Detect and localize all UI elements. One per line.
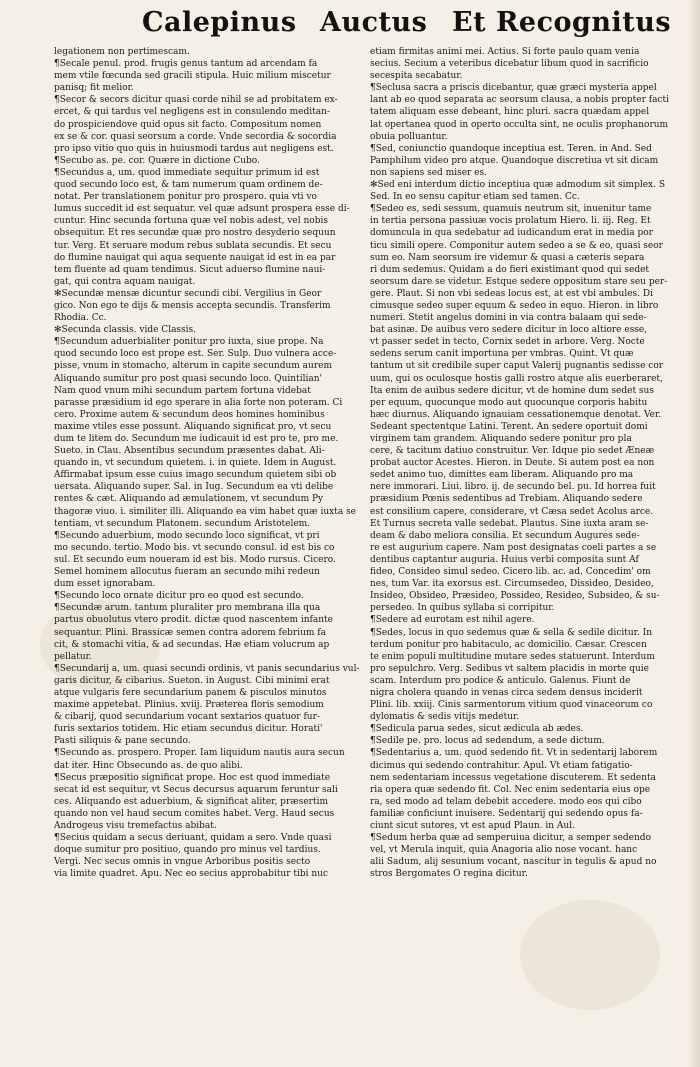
text-line: Sed. In eo sensu capitur etiam sed tamen. Cc. [370, 192, 580, 203]
text-line: obuia polluantur. [370, 131, 448, 142]
text-line: est consilium capere, considerare, vt Cæsa sedet Acolus arce. [370, 506, 654, 517]
text-line: gico. Non ego te dijs & mensis accepta secundis. Transferim [54, 300, 331, 311]
text-line: Ita enim de auibus sedere dicitur, vt de homine dum sedet sus [370, 385, 654, 396]
text-line: dum te litem do. Secundum me iudicauit id est pro te, pro me. [54, 434, 339, 444]
text-line: garis dicitur, & cibarius. Sueton. in August. Cibi minimi erat [54, 675, 330, 686]
text-line: tatem aliquam esse debeant, hinc pluri. sacra quædam appel [370, 107, 650, 118]
text-line: Affirmabat ipsum esse cuius imago secundum quietem sibi ob [54, 470, 337, 481]
text-line: tur. Verg. Et seruare modum rebus sublata secundis. Et secu [54, 240, 332, 251]
text-line: lumus succedit id est sequatur. vel quæ adsunt prospera esse di- [54, 204, 350, 215]
text-line: te enim populi multitudine mutare sedes statuerunt. Interdum [370, 651, 655, 662]
text-line: uersata. Aliquando super. Sal. in Iug. Secundum ea vti delibe [54, 482, 334, 493]
text-line: Plini. lib. xxiij. Cinis sarmentorum vitium quod vinaceorum co [370, 700, 653, 711]
text-line: re est augurium capere. Nam post designatas coeli partes a se [370, 542, 657, 553]
text-line: lat opertanea quod in operto occulta sint, ne oculis prophanorum [370, 119, 669, 130]
text-line: rentes & cæt. Aliquando ad æmulationem, vt secundum Py [54, 494, 324, 505]
text-line: ex se & cor. quasi seorsum a corde. Vnde secordia & socordia [54, 131, 337, 142]
text-line: ✻Sed eni interdum dictio inceptiua quæ admodum sit simplex. S [370, 180, 666, 191]
text-line: legationem non pertimescam. [54, 47, 190, 57]
text-line: ¶Sedere ad eurotam est nihil agere. [370, 615, 535, 626]
text-line: ✻Secunda classis. vide Classis. [54, 325, 197, 336]
text-line: ¶Sedeo es, sedi sessum, quamuis neutrum sit, inuenitur tame [370, 204, 652, 215]
text-line: secius. Secium a veteribus dicebatur libum quod in sacrificio [370, 59, 649, 70]
text-line: quod secundo loco est prope est. Ser. Sulp. Duo vulnera acce- [54, 349, 337, 360]
header-word-left: Calepinus [142, 7, 297, 38]
text-line: secespita secabatur. [370, 71, 463, 82]
text-line: dylomatis & sedis vitijs medetur. [370, 712, 520, 723]
text-line: Sueto. in Clau. Absentibus secundum præsentes dabat. Ali- [54, 446, 325, 457]
text-line: familiæ conficiunt inuisere. Sedentarij qui sedendo opus fa- [370, 808, 643, 819]
text-line: sul. Et secundo eum noueram id est bis. Modo rursus. Cicero. [54, 554, 336, 565]
text-line: gat, qui contra aquam nauigat. [54, 276, 196, 287]
text-line: sequantur. Plini. Brassicæ semen contra adorem febrium fa [54, 627, 326, 638]
text-line: non sapiens sed miser es. [370, 167, 487, 178]
text-line: do flumine nauigat qui aqua sequente nauigat id est in ea par [54, 252, 336, 263]
text-line: probat auctor Acestes. Hieron. in Deute. Si autem post ea non [370, 458, 655, 469]
text-line: Pamphilum video pro atque. Quandoque discretiua vt sit dicam [370, 155, 659, 166]
text-line: Nam quod vnum mihi secundum partem fortuna videbat [54, 385, 311, 396]
text-line: thagoræ viuo. i. similiter illi. Aliquando ea vim habet quæ iuxta se [54, 506, 357, 517]
text-line: præsidium Pœnis sedentibus ad Trebiam. Aliquando sedere [370, 494, 643, 505]
text-line: parasse præsidium id ego sperare in alia forte non poteram. Ci [54, 397, 343, 408]
text-line: pro sepulchro. Verg. Sedibus vt saltem placidis in morte quie [370, 663, 649, 674]
text-line: tentiam, vt secundum Platonem. secundum Aristotelem. [54, 518, 311, 529]
text-line: cit, & stomachi vitia, & ad secundas. Hæ etiam volucrum ap [54, 639, 330, 650]
text-line: tem fluente ad quam tendimus. Sicut aduerso flumine naui- [54, 264, 326, 275]
text-line: dat iter. Hinc Obsecundo as. de quo alibi. [54, 760, 243, 771]
text-line: uum, qui os oculosque hostis galli rostro atque alis euerberaret, [370, 373, 663, 384]
text-line: fideo, Consideo simul sedeo. Cicero lib. ac. ad. Concedim' om [370, 567, 651, 578]
text-line: Vergi. Nec secus omnis in vngue Arboribus positis secto [54, 857, 311, 868]
text-line: doque sumitur pro positiuo, quando pro minus vel tardius. [54, 845, 321, 856]
text-line: ¶Secius quidam a secus deriuant, quidam a sero. Vnde quasi [54, 833, 332, 844]
text-line: vel, vt Merula inquit, quia Anagoria alio nose vocant. hanc [370, 845, 638, 856]
text-line: ¶Secubo as. pe. cor. Quære in dictione Cubo. [54, 155, 260, 166]
text-line: sedens serum canit importuna per vmbras. Quint. Vt quæ [370, 349, 634, 360]
text-line: cero. Proxime autem & secundum deos homines hominibus [54, 409, 325, 420]
text-line: lant ab eo quod separata ac seorsum clausa, a nobis propter facti [370, 95, 669, 106]
header-word-right: Et Recognitus [452, 7, 672, 38]
text-line: tantum ut sit credibile super caput Valerij pugnantis sedisse cor [370, 361, 664, 372]
text-line: pro ipso vitio quo quis in huiusmodi tardus aut negligens est. [54, 143, 334, 154]
text-line: ¶Secundus a, um. quod immediate sequitur primum id est [54, 167, 320, 178]
text-line: Sedeant spectentque Latini. Terent. An sedere oportuit domi [370, 421, 648, 432]
text-line: ✻Secundæ mensæ dicuntur secundi cibi. Vergilius in Geor [54, 288, 322, 299]
text-line: scam. Interdum pro podice & anticulo. Galenus. Fiunt de [370, 675, 631, 686]
text-line: ¶Secundæ arum. tantum pluraliter pro membrana illa qua [54, 603, 321, 614]
text-line: quando non vel haud secum comites habet. Verg. Haud secus [54, 808, 335, 819]
text-line: ¶Secundarij a, um. quasi secundi ordinis, vt panis secundarius vul- [54, 663, 360, 674]
text-line: cere, & tacitum datiuo construitur. Ver. Idque pio sedet Æneæ [370, 446, 655, 457]
text-line: alii Sadum, alij sesunium vocant, nascitur in tegulis & apud no [370, 857, 657, 868]
text-line: in tertia persona passiuæ vocis prolatum Hiero. li. iij. Reg. Et [370, 216, 651, 227]
text-line: etiam firmitas animi mei. Actius. Si forte paulo quam venia [370, 47, 640, 57]
text-line: panisq; fit melior. [54, 83, 134, 94]
text-line: ticu simili opere. Componitur autem sedeo a se & eo, quasi seor [370, 240, 663, 251]
text-line: nes, tum Var. ita exorsus est. Circumsedeo, Dissideo, Desideo, [370, 579, 654, 590]
text-line: ¶Sedile pe. pro. locus ad sedendum, a sede dictum. [370, 736, 605, 747]
text-line: dum esset ignorabam. [54, 579, 156, 590]
text-line: gere. Plaut. Si non vbi sedeas locus est, at est vbi ambules. Di [370, 288, 653, 299]
text-line: Et Turnus secreta valle sedebat. Plautus. Sine iuxta aram se- [370, 518, 649, 529]
header-word-middle: Auctus [320, 7, 428, 38]
text-line: domuncula in qua sedebatur ad iudicandum erat in media por [370, 228, 653, 239]
text-line: ¶Secor & secors dicitur quasi corde nihil se ad probitatem ex- [54, 95, 338, 106]
text-line: nem sedentariam incessus vegetatione discuterem. Et sedenta [370, 772, 656, 783]
text-line: Insideo, Obsideo, Præsideo, Possideo, Resideo, Subsideo, & su- [370, 591, 660, 602]
text-line: & cibarij, quod secundarium vocant sextarios quatuor fur- [54, 712, 320, 723]
text-line: do prospiciendove quid opus sit facto. Compositum nomen [54, 119, 322, 130]
text-line: pisse, vnum in stomacho, alterum in capite secundum aurem [54, 361, 332, 372]
text-line: ¶Secundo loco ornate dicitur pro eo quod est secundo. [54, 591, 304, 602]
text-line: Androgeus visu tremefactus abibat. [54, 821, 217, 831]
text-line: per equum, quocunque modo aut quocunque corporis habitu [370, 397, 648, 408]
text-line: quod secundo loco est, & tam numerum quam ordinem de- [54, 180, 323, 191]
text-line: numeri. Stetit angelus domini in via contra balaam qui sede- [370, 313, 647, 324]
text-line: ¶Seclusa sacra a priscis dicebantur, quæ græci mysteria appel [370, 83, 657, 94]
text-line: maxime appetebat. Plinius. xviij. Præterea floris semodium [54, 700, 324, 711]
paper-stain [520, 900, 660, 1010]
text-line: nere immorari. Liui. libro. ij. de secundo bel. pu. Id horrea fuit [370, 482, 656, 493]
text-line: dentibus captantur auguria. Huius verbi composita sunt Af [370, 554, 639, 565]
text-line: pellatur. [54, 651, 92, 662]
text-line: mo secundo. tertio. Modo bis. vt secundo consul. id est bis co [54, 542, 335, 553]
text-line: cimusque sedeo super equum & sedeo in equo. Hieron. in libro [370, 300, 659, 311]
text-line: ri dum sedemus. Quidam a do fieri existimant quod qui sedet [370, 264, 650, 275]
text-line: ¶Sedum herba quæ ad semperuiua dicitur, a semper sedendo [370, 833, 651, 844]
text-line: atque vulgaris fere secundarium panem & pisculos minutos [54, 687, 327, 698]
text-line: ¶Secundum aduerbialiter ponitur pro iuxta, siue prope. Na [54, 337, 324, 348]
text-line: ra, sed modo ad telam debebit accedere. modo eos qui cibo [370, 796, 642, 807]
text-line: ¶Secundo aduerbium, modo secundo loco significat, vt pri [54, 530, 320, 541]
text-line: nigra cholera quando in venas circa sedem densus inciderit [370, 687, 643, 698]
text-line: Rhodia. Cc. [54, 313, 107, 324]
text-line: cuntur. Hinc secunda fortuna quæ vel nobis adest, vel nobis [54, 216, 328, 227]
text-line: bat asinæ. De auibus vero sedere dicitur in loco altiore esse, [370, 325, 648, 336]
text-line: secat id est sequitur, vt Secus decursus aquarum feruntur sali [54, 784, 338, 795]
text-line: ces. Aliquando est aduerbium, & significat aliter, præsertim [54, 796, 328, 807]
text-line: via limite quadret. Apu. Nec eo secius approbabitur tibi nuc [54, 869, 329, 880]
text-line: quando in, vt secundum quietem. i. in quiete. Idem in August. [54, 458, 337, 469]
text-line: ¶Sedicula parua sedes, sicut ædicula ab ædes. [370, 724, 584, 735]
text-line: terdum ponitur pro habitaculo, ac domicilio. Cæsar. Crescen [370, 639, 647, 650]
text-line: mem vtile fœcunda sed gracili stipula. Huic milium miscetur [54, 71, 331, 82]
text-column-right [370, 46, 670, 880]
text-line: Aliquando sumitur pro post quasi secundo loco. Quintilian' [54, 373, 322, 384]
text-line: partus obuolutus vtero prodit. dictæ quod nascentem infante [54, 615, 333, 626]
text-line: seorsum dare se videtur. Estque sedere oppositum stare seu per- [370, 276, 668, 287]
text-line: stros Bergomates O regina dicitur. [370, 869, 528, 880]
running-header [0, 4, 700, 42]
text-line: furis sextarios totidem. Hic etiam secundus dicitur. Horati' [54, 724, 323, 735]
text-line: ercet, & qui tardus vel negligens est in consulendo meditan- [54, 107, 330, 118]
text-line: obsequitur. Et res secundæ quæ pro nostro desyderio sequun [54, 228, 336, 239]
text-line: ¶Secundo as. prospero. Proper. Iam liquidum nautis aura secun [54, 748, 345, 759]
text-line: ciunt sicut sutores, vt est apud Plaun. in Aul. [370, 821, 575, 831]
text-line: sedet animo tuo, dimittes eam liberam. Aliquando pro ma [370, 470, 634, 481]
text-column-left [54, 46, 360, 880]
text-line: notat. Per translationem ponitur pro prospero. quia vti vo [54, 192, 317, 203]
text-line: dicimus qui sedendo contrahitur. Apul. Vt etiam fatigatio- [370, 760, 633, 771]
text-line: vt passer sedet in tecto, Cornix sedet in arbore. Verg. Nocte [370, 337, 645, 348]
text-line: ¶Sed, coniunctio quandoque inceptiua est. Teren. in And. Sed [370, 143, 652, 154]
text-line: Semel hominem allocutus fueram an secundo mihi redeun [54, 567, 320, 578]
text-line: Pasti siliquis & pane secundo. [54, 736, 191, 747]
text-line: ¶Sedes, locus in quo sedemus quæ & sella & sedile dicitur. In [370, 627, 653, 638]
text-line: deam & dabo meliora consilia. Et secundum Augures sede- [370, 530, 640, 541]
text-line: ria opera quæ sedendo fit. Col. Nec enim sedentaria eius ope [370, 784, 651, 795]
text-line: hæc diurnus. Aliquando ignauiam cessationemque denotat. Ver. [370, 409, 662, 420]
text-line: virginem tam grandem. Aliquando sedere ponitur pro pla [370, 434, 632, 444]
text-line: persedeo. In quibus syllaba si corripitur. [370, 603, 555, 614]
text-line: maxime vtiles esse possunt. Aliquando significat pro, vt secu [54, 421, 332, 432]
text-line: ¶Secale penul. prod. frugis genus tantum ad arcendam fa [54, 59, 318, 70]
text-line: sum eo. Nam seorsum ire videmur & quasi a cæteris separa [370, 252, 645, 263]
text-line: ¶Sedentarius a, um. quod sedendo fit. Vt in sedentarij laborem [370, 748, 658, 759]
text-line: ¶Secus præpositio significat prope. Hoc est quod immediate [54, 772, 331, 783]
page-edge-shadow [686, 0, 700, 1067]
